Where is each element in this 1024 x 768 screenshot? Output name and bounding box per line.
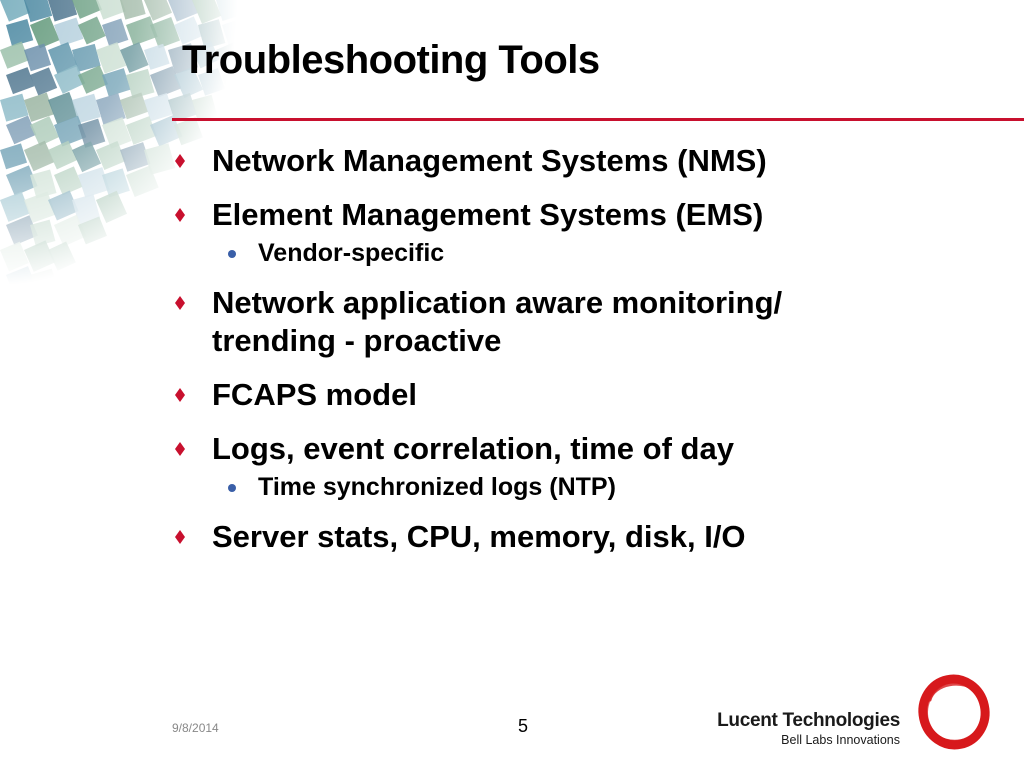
bullet-item bbox=[172, 142, 912, 180]
footer-date: 9/8/2014 bbox=[172, 721, 219, 735]
red-diamond-icon bbox=[174, 154, 186, 168]
lucent-ring-logo-icon bbox=[912, 670, 996, 754]
sub-bullet-text: Time synchronized logs (NTP) bbox=[258, 473, 616, 501]
bullet-text: FCAPS model bbox=[212, 377, 417, 412]
red-diamond-icon bbox=[174, 388, 186, 402]
blue-dot-icon bbox=[228, 484, 236, 492]
bullet-text: Logs, event correlation, time of day bbox=[212, 431, 734, 466]
page-number: 5 bbox=[518, 716, 529, 736]
bullet-item bbox=[172, 376, 912, 414]
blue-dot-icon bbox=[228, 250, 236, 258]
bullet-text: Element Management Systems (EMS) bbox=[212, 197, 764, 232]
red-diamond-icon bbox=[174, 442, 186, 456]
red-diamond-icon bbox=[174, 208, 186, 222]
bullet-list bbox=[172, 142, 912, 572]
red-diamond-icon bbox=[174, 530, 186, 544]
sub-bullet-item bbox=[212, 238, 912, 268]
red-diamond-icon bbox=[174, 296, 186, 310]
bullet-item bbox=[172, 284, 912, 360]
bullet-text: Server stats, CPU, memory, disk, I/O bbox=[212, 519, 746, 554]
sub-bullet-list bbox=[212, 238, 912, 268]
brand-name: Lucent Technologies bbox=[717, 710, 900, 731]
brand-tagline: Bell Labs Innovations bbox=[781, 733, 900, 747]
brand-wordmark bbox=[700, 710, 900, 747]
bullet-text: Network application aware monitoring/ trending - proactive bbox=[212, 285, 783, 358]
title-divider bbox=[172, 118, 1024, 121]
sub-bullet-item bbox=[212, 472, 912, 502]
bullet-item bbox=[172, 518, 912, 556]
sub-bullet-list bbox=[212, 472, 912, 502]
sub-bullet-text: Vendor-specific bbox=[258, 239, 445, 267]
slide-title: Troubleshooting Tools bbox=[182, 38, 600, 82]
bullet-item bbox=[172, 196, 912, 268]
bullet-item bbox=[172, 430, 912, 502]
bullet-text: Network Management Systems (NMS) bbox=[212, 143, 767, 178]
